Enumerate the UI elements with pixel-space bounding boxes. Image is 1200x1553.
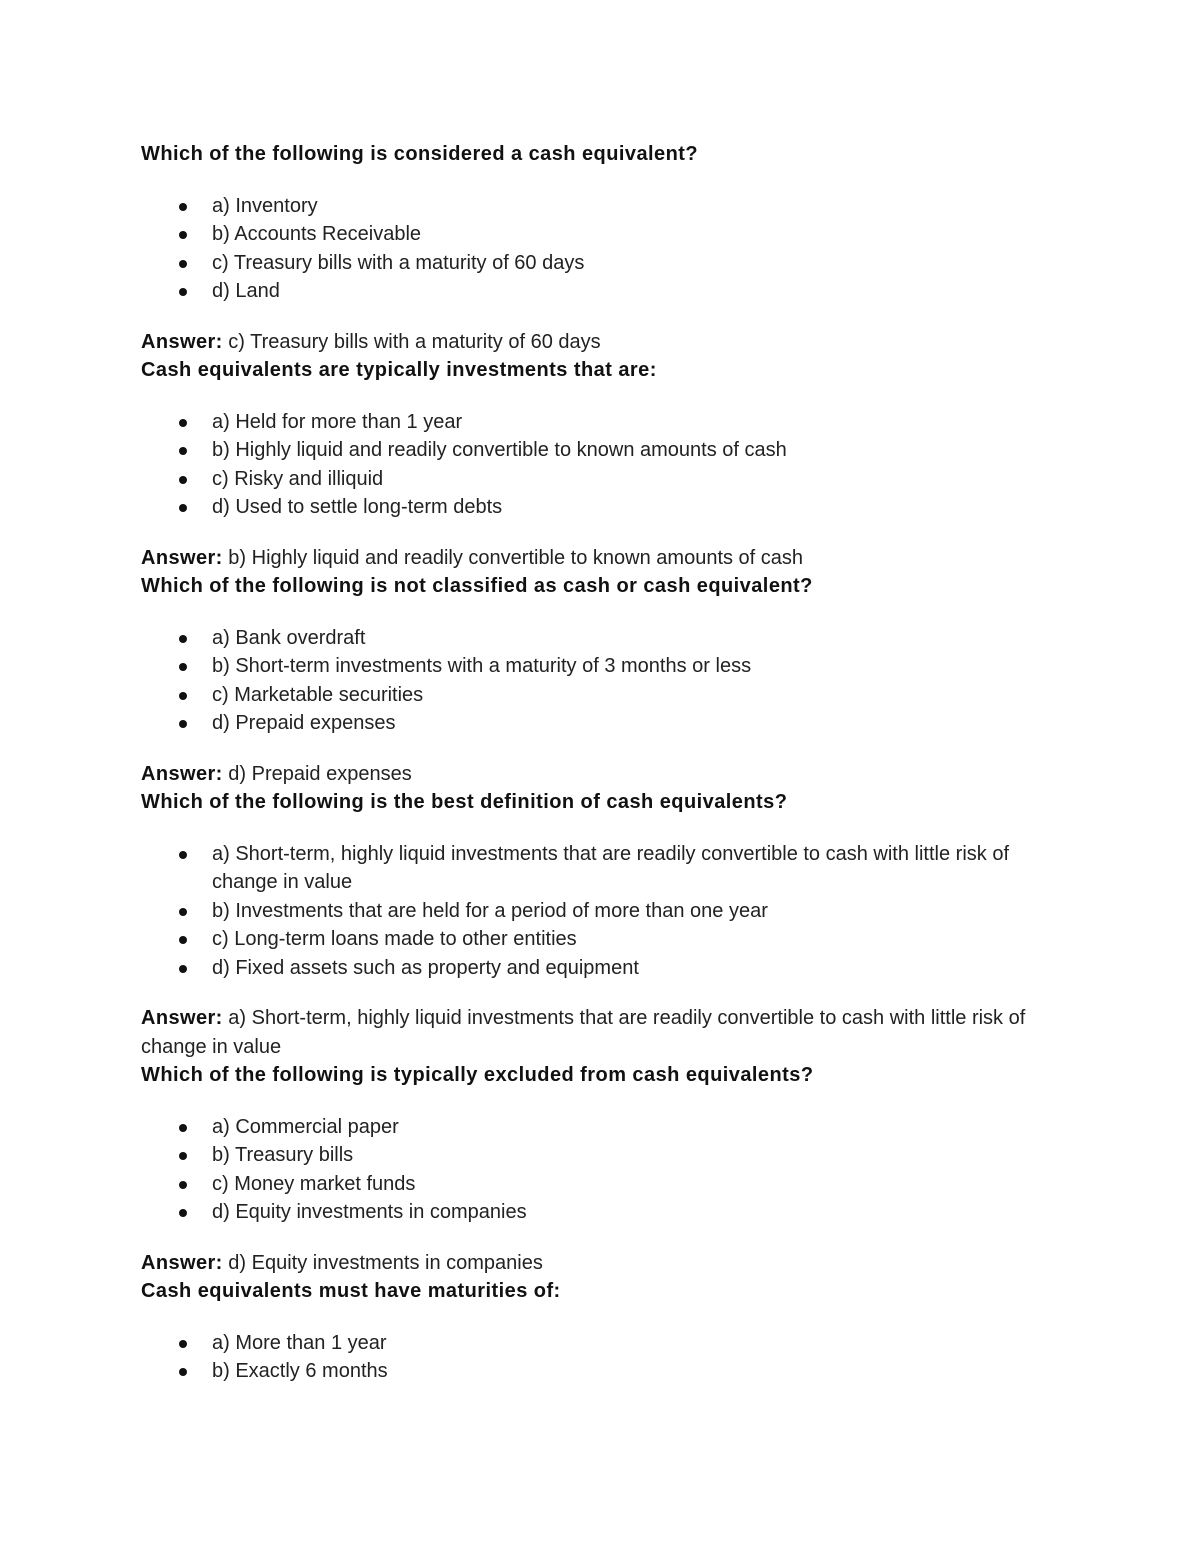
option-text: b) Accounts Receivable [212,223,422,245]
question-text: Which of the following is typically excluded from cash equivalents? [141,1064,814,1086]
bullet-icon [179,663,187,671]
bullet-icon [179,1209,187,1217]
option-item [141,465,1061,494]
option-text: d) Prepaid expenses [212,712,396,734]
answer-label: Answer: [141,1251,223,1274]
question-block [141,1277,1061,1386]
option-item [141,436,1061,465]
bullet-icon [179,1340,187,1348]
options-list [141,408,1061,522]
options-list [141,624,1061,738]
bullet-icon [179,447,187,455]
option-item [141,954,1061,983]
option-item [141,220,1061,249]
option-text: c) Money market funds [212,1172,416,1195]
question-block [141,1061,1061,1277]
question-block [141,788,1061,1061]
bullet-icon [179,1124,187,1132]
bullet-icon [179,720,187,728]
question-text: Which of the following is considered a cash equivalent? [141,143,699,165]
question-block [141,140,1061,356]
bullet-icon [179,476,187,484]
option-text: d) Land [212,280,280,302]
option-item [141,897,1061,926]
question-block [141,356,1061,572]
option-item [141,681,1061,710]
options-list [141,1113,1061,1227]
option-item [141,1329,1061,1358]
answer-label: Answer: [141,1007,223,1029]
bullet-icon [179,231,187,239]
bullet-icon [179,965,187,973]
answer-line [141,544,1061,573]
bullet-icon [179,635,187,643]
answer-line [141,1004,1061,1061]
options-list [141,1329,1061,1386]
options-list [141,192,1061,306]
bullet-icon [179,260,187,268]
question-text: Which of the following is the best definition of cash equivalents? [141,791,788,813]
option-item [141,840,1061,897]
answer-text: d) Prepaid expenses [228,762,412,785]
option-text: b) Exactly 6 months [212,1360,388,1382]
answer-text: a) Short-term, highly liquid investments that are readily convertible to cash with little risk of change in value [141,1007,1026,1058]
question-text: Cash equivalents are typically investments that are: [141,359,657,381]
question-text: Which of the following is not classified as cash or cash equivalent? [141,575,813,597]
answer-line [141,760,1061,789]
option-text: d) Equity investments in companies [212,1201,527,1223]
bullet-icon [179,692,187,700]
option-item [141,709,1061,738]
option-item [141,249,1061,278]
answer-text: b) Highly liquid and readily convertible to known amounts of cash [228,546,804,569]
option-text: a) Commercial paper [212,1115,399,1138]
answer-text: d) Equity investments in companies [228,1251,543,1274]
bullet-icon [179,419,187,427]
option-item [141,277,1061,306]
answer-line [141,328,1061,357]
option-item [141,192,1061,221]
bullet-icon [179,288,187,296]
option-item [141,1198,1061,1227]
option-text: a) Held for more than 1 year [212,410,463,433]
option-text: c) Risky and illiquid [212,467,384,490]
option-text: d) Used to settle long-term debts [212,496,503,518]
answer-label: Answer: [141,546,223,569]
option-text: a) More than 1 year [212,1331,387,1354]
option-text: c) Treasury bills with a maturity of 60 days [212,251,585,274]
answer-line [141,1249,1061,1278]
option-item [141,624,1061,653]
option-item [141,1170,1061,1199]
bullet-icon [179,1181,187,1189]
question-block [141,572,1061,788]
bullet-icon [179,504,187,512]
option-text: b) Investments that are held for a period of more than one year [212,899,768,922]
option-item [141,1113,1061,1142]
option-item [141,1141,1061,1170]
question-text: Cash equivalents must have maturities of: [141,1280,561,1302]
option-item [141,925,1061,954]
bullet-icon [179,1368,187,1376]
bullet-icon [179,1152,187,1160]
option-text: b) Treasury bills [212,1144,354,1166]
option-item [141,493,1061,522]
document-page [141,140,1061,1408]
option-item [141,1357,1061,1386]
option-item [141,652,1061,681]
bullet-icon [179,936,187,944]
option-text: a) Inventory [212,194,318,217]
answer-label: Answer: [141,330,223,353]
options-list [141,840,1061,983]
option-text: a) Bank overdraft [212,626,366,649]
answer-label: Answer: [141,762,223,785]
bullet-icon [179,203,187,211]
bullet-icon [179,851,187,859]
option-text: c) Long-term loans made to other entities [212,928,577,950]
option-item [141,408,1061,437]
answer-text: c) Treasury bills with a maturity of 60 days [228,330,601,353]
option-text: b) Short-term investments with a maturity of 3 months or less [212,655,752,677]
option-text: b) Highly liquid and readily convertible to known amounts of cash [212,439,787,461]
option-text: d) Fixed assets such as property and equipment [212,956,639,979]
bullet-icon [179,908,187,916]
option-text: c) Marketable securities [212,683,424,706]
option-text: a) Short-term, highly liquid investments that are readily convertible to cash with little risk of change in value [212,842,1010,893]
